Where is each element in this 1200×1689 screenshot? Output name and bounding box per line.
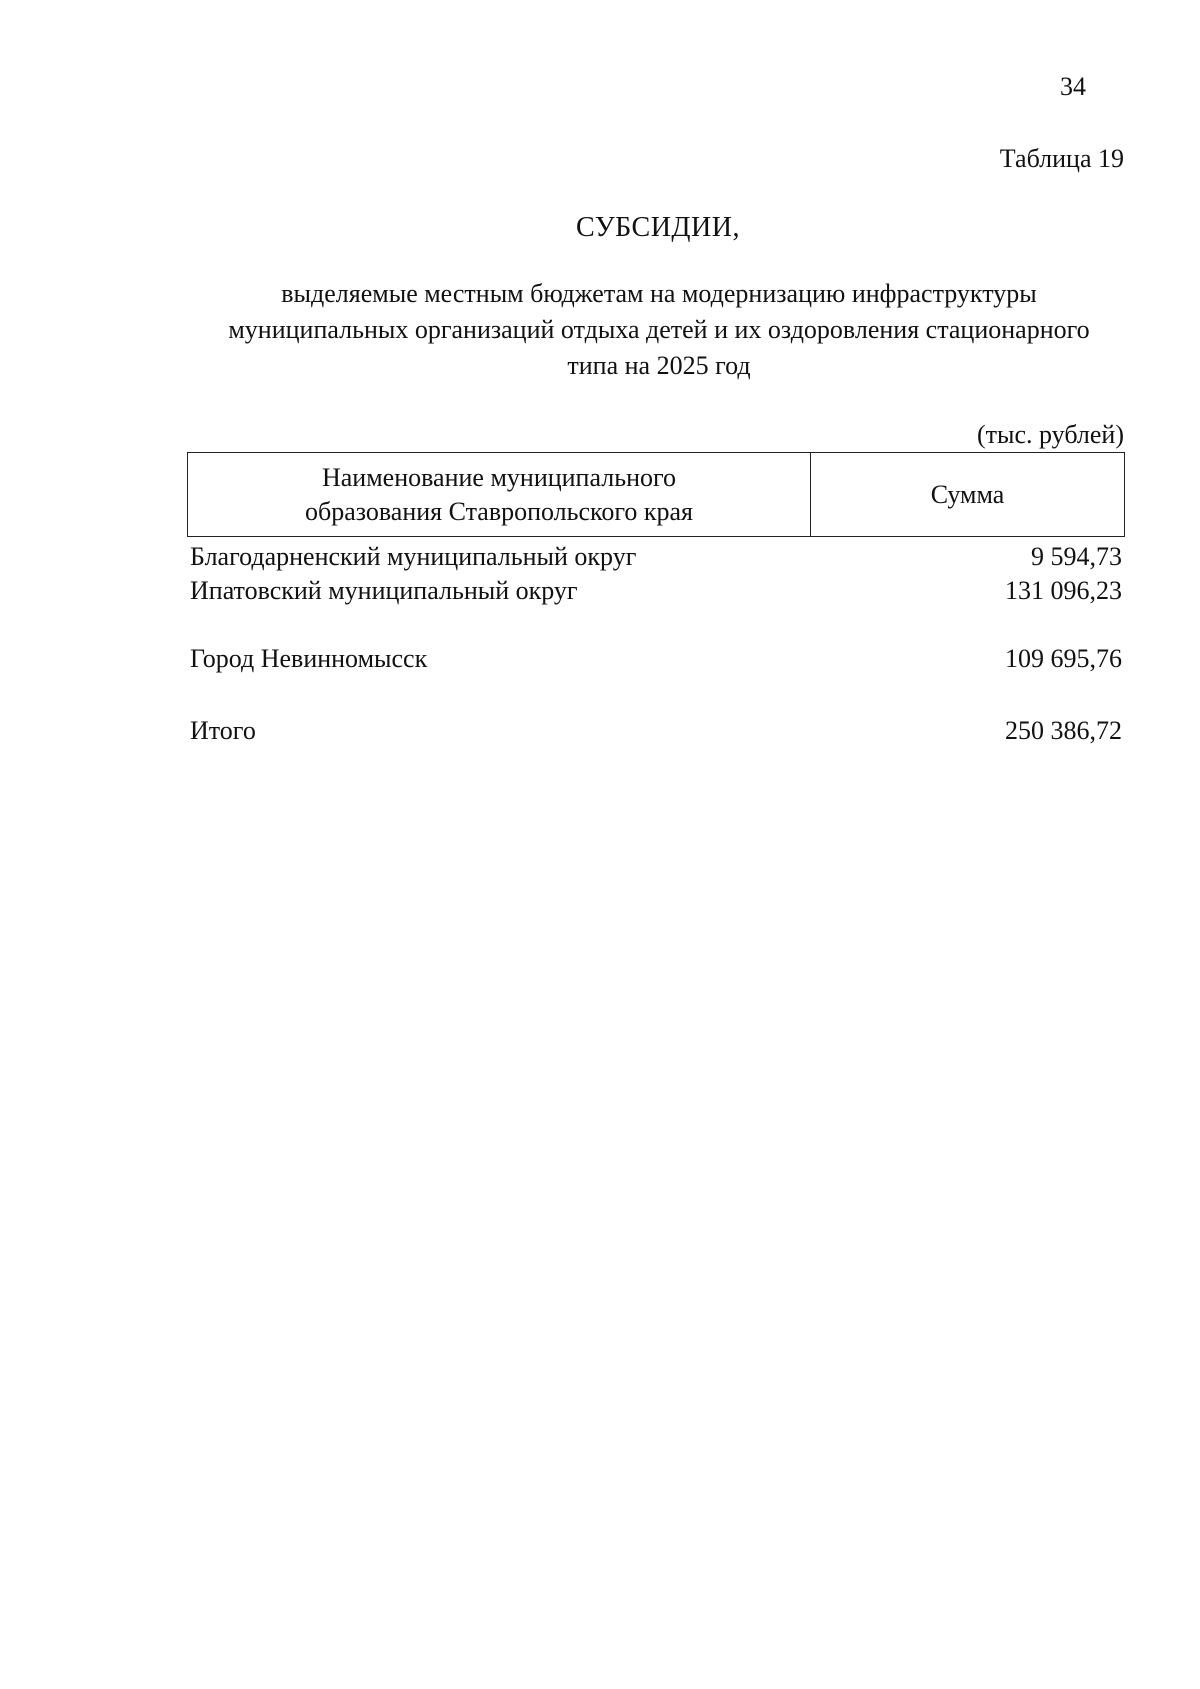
- total-row: [190, 714, 1122, 748]
- table-label: Таблица 19: [999, 144, 1124, 173]
- table-row: [190, 574, 1122, 608]
- table-body: [190, 540, 1122, 676]
- column-header-name-line: Наименование муниципального: [321, 462, 677, 492]
- column-header-name-line: образования Ставропольского края: [304, 496, 694, 526]
- subtitle-line: типа на 2025 год: [567, 351, 751, 380]
- table-header: [187, 452, 1125, 537]
- row-name: Город Невинномысск: [190, 644, 428, 673]
- subtitle-line: муниципальных организаций отдыха детей и их оздоровления стационарного: [228, 315, 1090, 344]
- row-value: 109 695,76: [1005, 644, 1122, 673]
- page-number: 34: [1060, 72, 1086, 101]
- column-header-name: [188, 453, 811, 536]
- document-subtitle: [186, 276, 1132, 384]
- table-row: [190, 540, 1122, 574]
- subtitle-line: выделяемые местным бюджетам на модернизацию инфраструктуры: [281, 279, 1037, 308]
- document-title: СУБСИДИИ,: [576, 212, 740, 243]
- row-value: 131 096,23: [1005, 576, 1122, 605]
- units-label: (тыс. рублей): [976, 420, 1124, 449]
- table-row: [190, 642, 1122, 676]
- row-name: Ипатовский муниципальный округ: [190, 576, 578, 605]
- column-header-sum: Сумма: [930, 479, 1005, 509]
- row-name: Благодарненский муниципальный округ: [190, 542, 637, 571]
- total-label: Итого: [190, 716, 256, 745]
- total-value: 250 386,72: [1005, 716, 1122, 745]
- row-value: 9 594,73: [1031, 542, 1122, 571]
